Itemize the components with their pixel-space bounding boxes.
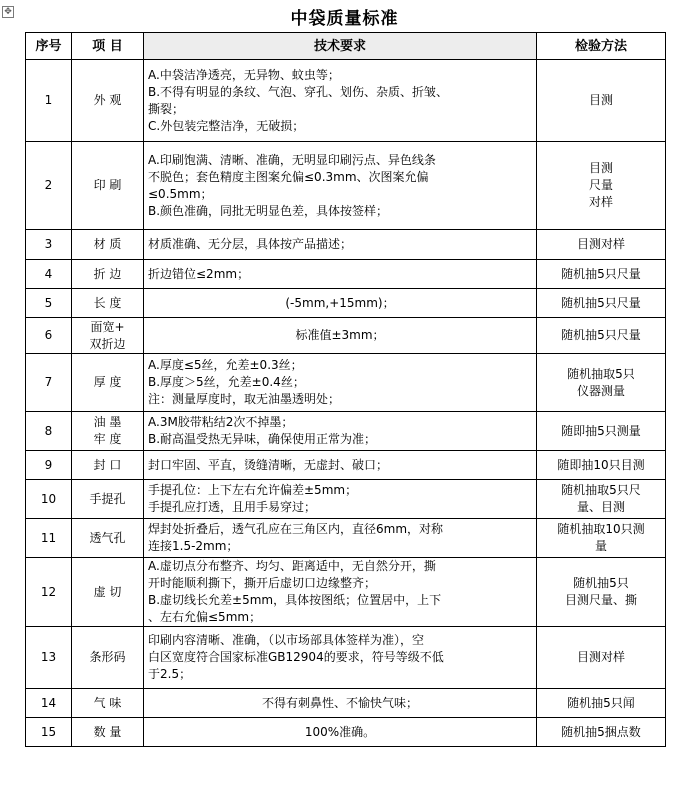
row-item xyxy=(72,230,144,260)
row-number: 4 xyxy=(26,260,72,289)
row-requirement xyxy=(144,519,537,558)
cell-line: 标准值±3mm； xyxy=(295,328,385,342)
row-method xyxy=(537,689,666,718)
cell-line: 外 观 xyxy=(93,93,122,107)
cell-line: 尺量 xyxy=(588,178,613,192)
cell-line: 封 口 xyxy=(93,457,122,472)
row-item xyxy=(72,519,144,558)
cell-line: 量 xyxy=(594,539,607,553)
table-row xyxy=(26,451,666,480)
row-requirement xyxy=(144,289,537,318)
row-method xyxy=(537,60,666,142)
row-requirement xyxy=(144,354,537,412)
cell-line: A.印刷饱满、清晰、准确，无明显印刷污点、异色线条 xyxy=(148,152,436,167)
row-requirement xyxy=(144,558,537,627)
row-number: 13 xyxy=(26,627,72,689)
cell-line: 、左右允偏≤5mm； xyxy=(148,610,262,624)
table-row xyxy=(26,718,666,747)
row-item xyxy=(72,260,144,289)
cell-line: 随机抽取10只测 xyxy=(557,522,645,536)
header-requirement: 技术要求 xyxy=(144,33,537,60)
row-item xyxy=(72,318,144,354)
cell-line: 目测 xyxy=(588,161,613,175)
cell-line: 撕裂； xyxy=(148,101,185,116)
cell-line: 双折边 xyxy=(89,336,126,351)
row-method xyxy=(537,142,666,230)
row-number: 11 xyxy=(26,519,72,558)
cell-line: 随机抽5只 xyxy=(573,576,629,590)
cell-line: 手提孔应打透，且用手易穿过； xyxy=(148,500,317,514)
row-requirement xyxy=(144,260,537,289)
cell-line: (-5mm,+15mm)； xyxy=(285,295,395,310)
cell-line: B.耐高温受热无异味，确保使用正常为准； xyxy=(148,432,377,446)
table-row xyxy=(26,260,666,289)
cell-line: 随即抽5只测量 xyxy=(561,423,641,438)
table-move-handle-icon[interactable]: ✥ xyxy=(2,6,14,18)
cell-line: 100%准确。 xyxy=(304,724,376,739)
cell-line: 不得有刺鼻性、不愉快气味； xyxy=(261,695,418,710)
cell-line: A.3M胶带粘结2次不掉墨； xyxy=(148,415,294,429)
row-item xyxy=(72,558,144,627)
row-requirement xyxy=(144,142,537,230)
row-method xyxy=(537,480,666,519)
cell-line: B.厚度＞5丝，允差±0.4丝； xyxy=(148,375,305,389)
cell-line: ≤0.5mm； xyxy=(148,186,213,201)
cell-line: 随机抽5只闻 xyxy=(567,695,635,710)
cell-line: 随机抽5只尺量 xyxy=(561,328,641,342)
row-requirement xyxy=(144,451,537,480)
table-row xyxy=(26,519,666,558)
cell-line: A.中袋洁净透亮，无异物、蚊虫等； xyxy=(148,67,340,82)
cell-line: 材 质 xyxy=(93,237,122,251)
row-method xyxy=(537,230,666,260)
cell-line: 材质准确、无分层，具体按产品描述； xyxy=(148,237,353,251)
cell-line: B.颜色准确，同批无明显色差，具体按签样； xyxy=(148,203,389,218)
row-method xyxy=(537,627,666,689)
row-method xyxy=(537,412,666,451)
row-requirement xyxy=(144,412,537,451)
row-method xyxy=(537,354,666,412)
cell-line: B.不得有明显的条纹、气泡、穿孔、划伤、杂质、折皱、 xyxy=(148,84,449,99)
cell-line: 封口牢固、平直，烫缝清晰，无虚封、破口； xyxy=(148,457,389,472)
row-number: 10 xyxy=(26,480,72,519)
table-header-row xyxy=(26,33,666,60)
cell-line: A.虚切点分布整齐、均匀、距离适中，无自然分开，撕 xyxy=(148,559,436,573)
row-item xyxy=(72,142,144,230)
cell-line: 数 量 xyxy=(93,724,122,739)
row-item xyxy=(72,412,144,451)
cell-line: 注：测量厚度时，取无油墨透明处； xyxy=(148,392,341,406)
cell-line: 牢 度 xyxy=(93,432,122,446)
header-method: 检验方法 xyxy=(537,33,666,60)
row-requirement xyxy=(144,689,537,718)
cell-line: 目测对样 xyxy=(576,650,625,664)
table-row xyxy=(26,60,666,142)
row-method xyxy=(537,451,666,480)
row-item xyxy=(72,451,144,480)
cell-line: 随机抽5只尺量 xyxy=(561,266,641,281)
cell-line: 随机抽5只尺量 xyxy=(561,295,641,310)
cell-line: 折边错位≤2mm； xyxy=(148,266,250,281)
row-item xyxy=(72,718,144,747)
cell-line: 折 边 xyxy=(93,266,122,281)
cell-line: 连接1.5-2mm； xyxy=(148,539,239,553)
row-requirement xyxy=(144,480,537,519)
page-title: 中袋质量标准 xyxy=(290,9,399,29)
header-no: 序号 xyxy=(26,33,72,60)
row-item xyxy=(72,689,144,718)
table-row xyxy=(26,318,666,354)
row-number: 8 xyxy=(26,412,72,451)
table-row xyxy=(26,558,666,627)
cell-line: 印 刷 xyxy=(93,178,122,192)
row-method xyxy=(537,519,666,558)
table-row xyxy=(26,142,666,230)
row-item xyxy=(72,60,144,142)
row-requirement xyxy=(144,627,537,689)
cell-line: 随即抽10只目测 xyxy=(557,457,645,472)
row-requirement xyxy=(144,230,537,260)
cell-line: 白区宽度符合国家标准GB12904的要求，符号等级不低 xyxy=(148,650,444,664)
cell-line: 量、目测 xyxy=(576,500,625,514)
cell-line: 透气孔 xyxy=(89,530,126,545)
row-method xyxy=(537,260,666,289)
table-row xyxy=(26,689,666,718)
cell-line: 目测尺量、撕 xyxy=(564,593,637,607)
cell-line: 目测 xyxy=(588,93,613,107)
row-method xyxy=(537,718,666,747)
row-requirement xyxy=(144,318,537,354)
row-number: 14 xyxy=(26,689,72,718)
cell-line: 于2.5； xyxy=(148,667,192,681)
cell-line: C.外包装完整洁净，无破损； xyxy=(148,118,305,133)
cell-line: 条形码 xyxy=(89,650,126,664)
row-number: 5 xyxy=(26,289,72,318)
row-item xyxy=(72,480,144,519)
row-item xyxy=(72,289,144,318)
cell-line: B.虚切线长允差±5mm，具体按图纸；位置居中，上下 xyxy=(148,593,442,607)
cell-line: 随机抽5捆点数 xyxy=(561,724,641,739)
row-number: 15 xyxy=(26,718,72,747)
table-row xyxy=(26,480,666,519)
header-item: 项 目 xyxy=(72,33,144,60)
cell-line: 随机抽取5只尺 xyxy=(561,483,641,497)
cell-line: 印刷内容清晰、准确，（以市场部具体签样为准），空 xyxy=(148,633,425,647)
table-row xyxy=(26,354,666,412)
cell-line: 油 墨 xyxy=(93,415,122,429)
cell-line: 仪器测量 xyxy=(576,383,625,398)
row-number: 1 xyxy=(26,60,72,142)
cell-line: 手提孔位：上下左右允许偏差±5mm； xyxy=(148,483,358,497)
row-number: 6 xyxy=(26,318,72,354)
cell-line: 目测对样 xyxy=(576,237,625,251)
cell-line: 长 度 xyxy=(93,295,122,310)
cell-line: 厚 度 xyxy=(93,375,122,389)
cell-line: 随机抽取5只 xyxy=(567,366,635,381)
table-row xyxy=(26,412,666,451)
row-number: 7 xyxy=(26,354,72,412)
row-requirement xyxy=(144,60,537,142)
cell-line: 气 味 xyxy=(93,695,122,710)
row-method xyxy=(537,558,666,627)
row-item xyxy=(72,354,144,412)
cell-line: 焊封处折叠后，透气孔应在三角区内，直径6mm，对称 xyxy=(148,522,444,536)
row-item xyxy=(72,627,144,689)
quality-standard-table xyxy=(25,32,666,747)
table-row xyxy=(26,627,666,689)
cell-line: A.厚度≤5丝，允差±0.3丝； xyxy=(148,358,303,372)
row-number: 12 xyxy=(26,558,72,627)
row-requirement xyxy=(144,718,537,747)
cell-line: 开时能顺利撕下，撕开后虚切口边缘整齐； xyxy=(148,576,377,590)
cell-line: 不脱色；套色精度主图案允偏≤0.3mm、次图案允偏 xyxy=(148,169,429,184)
row-number: 2 xyxy=(26,142,72,230)
row-method xyxy=(537,318,666,354)
cell-line: 手提孔 xyxy=(89,491,126,506)
row-method xyxy=(537,289,666,318)
cell-line: 虚 切 xyxy=(93,584,122,599)
table-row xyxy=(26,230,666,260)
cell-line: 面宽+ xyxy=(90,319,125,334)
table-row xyxy=(26,289,666,318)
cell-line: 对样 xyxy=(588,195,613,209)
row-number: 3 xyxy=(26,230,72,260)
row-number: 9 xyxy=(26,451,72,480)
